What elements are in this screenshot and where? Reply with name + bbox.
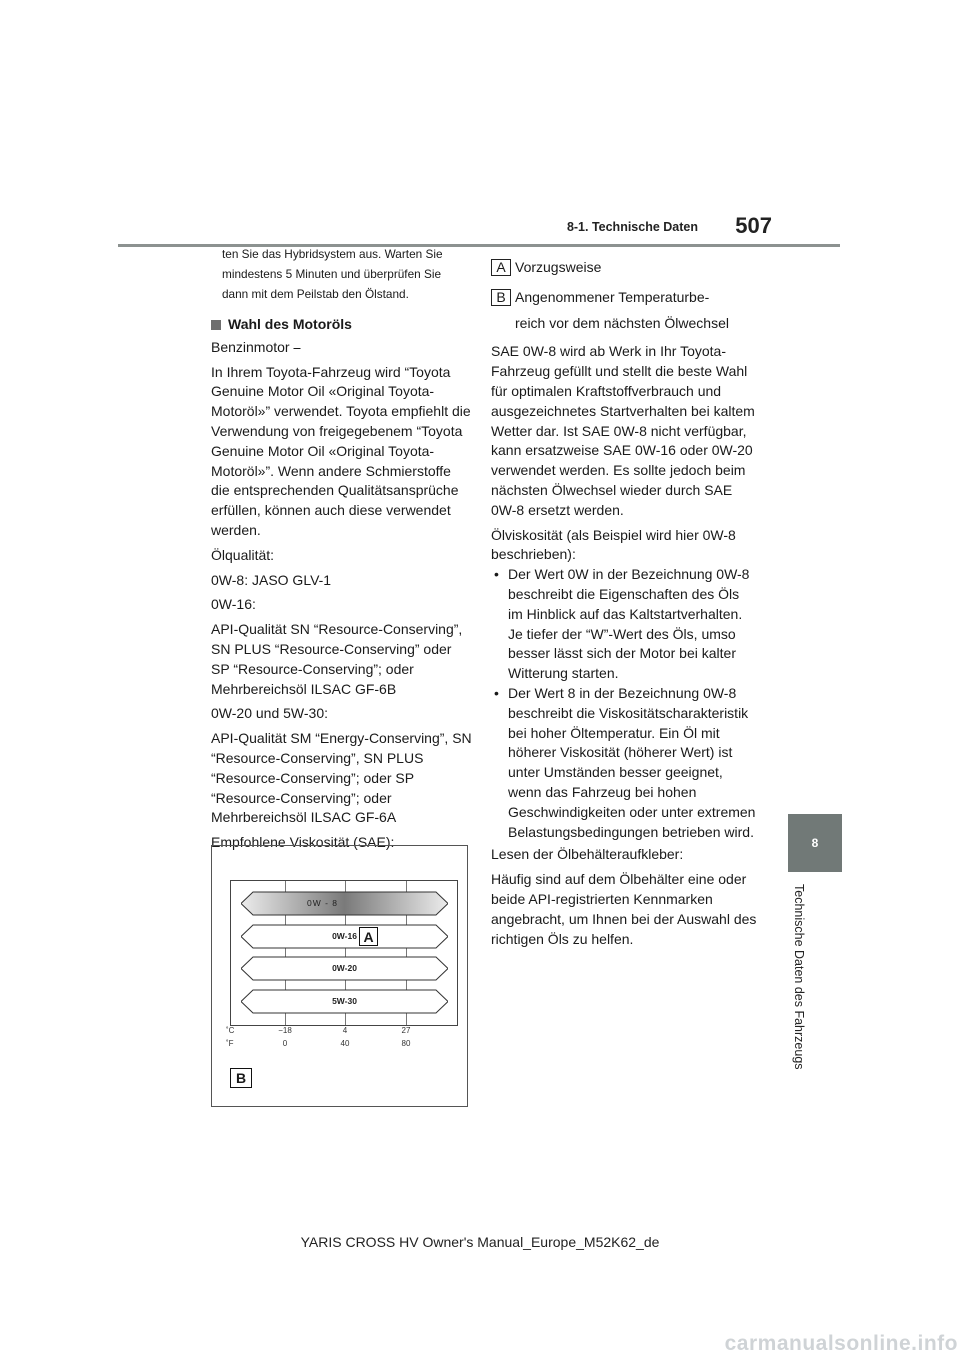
note-line: dann mit dem Peilstab den Ölstand. — [222, 287, 409, 301]
band-0w20 — [241, 956, 448, 981]
celsius-tick: 4 — [342, 1026, 348, 1035]
band-label: 0W - 8 — [307, 898, 339, 908]
paragraph-label-reading: Lesen der Ölbehälteraufkleber: — [491, 846, 684, 863]
page-number: 507 — [735, 213, 772, 238]
chapter-tab[interactable] — [788, 814, 842, 872]
celsius-tick: 27 — [401, 1026, 411, 1035]
unit-fahrenheit: ˚F — [226, 1039, 234, 1048]
band-0w8 — [241, 891, 448, 916]
watermark: carmanualsonline.info — [724, 1332, 958, 1355]
legend-a-box: A — [491, 259, 511, 276]
bullet-dot-icon: • — [494, 566, 499, 583]
left-column — [211, 244, 473, 853]
oil-check-note — [211, 244, 473, 304]
paragraph-engine: Benzinmotor ⎯ — [211, 338, 301, 355]
section-title: 8-1. Technische Daten — [566, 220, 698, 234]
fahrenheit-tick: 0 — [282, 1039, 288, 1048]
paragraph-toyota-oil: In Ihrem Toyota-Fahrzeug wird “Toyota Genuine Motor Oil «Original Toyota-Motoröl»” verwendet. Toyota empfiehlt die Verwendung von freigegebenem “Toyota Genuine Motor Oil «Original Toyota-Motoröl»”. Wenn andere Schmierstoffe die entsprechenden Qualitätsansprüche erfüllen, können auch diese verwendet werden. — [211, 363, 471, 538]
heading-text: Wahl des Motoröls — [228, 316, 352, 332]
legend-b-text: Angenommener Temperaturbe- — [515, 288, 710, 305]
paragraph-api-marks: Häufig sind auf dem Ölbehälter eine oder beide API-registrierten Kennmarken angebracht, um Ihnen bei der Auswahl des richtigen Öls zu helfen. — [491, 871, 757, 947]
band-label: 0W-20 — [332, 963, 357, 973]
fahrenheit-tick: 80 — [401, 1039, 411, 1048]
legend-b-box: B — [491, 289, 511, 306]
viscosity-chart — [230, 880, 458, 1026]
chapter-number: 8 — [811, 836, 819, 850]
bullet-dot-icon: • — [494, 684, 499, 701]
fahrenheit-tick: 40 — [340, 1039, 350, 1048]
bullet-text: Der Wert 8 in der Bezeichnung 0W-8 beschreibt die Viskositätscharakteristik bei hoher Öltemperatur. Ein Öl mit höherer Viskosität (höherer Wert) ist unter Umständen besser geeignet, wenn das Fahrzeug bei hohen Geschwindigkeiten oder unter extremen Belastungsbedingungen betrieben wird. — [508, 684, 756, 840]
bullet-text: Der Wert 0W in der Bezeichnung 0W-8 beschreibt die Eigenschaften des Öls im Hinblick auf das Kaltstartverhalten. Je tiefer der “W”-Wert des Öls, umso besser lässt sich der Motor bei kalter Witterung starten. — [508, 566, 750, 682]
paragraph-viscosity: Empfohlene Viskosität (SAE): — [211, 834, 395, 851]
callout-a: A — [359, 927, 378, 946]
legend-b — [491, 288, 757, 308]
band-label: 0W-16 — [332, 931, 357, 941]
celsius-tick: −18 — [278, 1026, 292, 1035]
note-line: mindestens 5 Minuten und überprüfen Sie — [222, 267, 442, 281]
square-bullet-icon — [211, 320, 221, 330]
bullet-item — [491, 565, 757, 684]
unit-celsius: ˚C — [226, 1026, 235, 1035]
paragraph-0w16-spec: API-Qualität SN “Resource-Conserving”, SN PLUS “Resource-Conserving” oder SP “Resource-Conserving”; oder Mehrbereichsöl ILSAC GF-6B — [211, 621, 463, 697]
paragraph-0w8: 0W-8: JASO GLV-1 — [211, 571, 332, 588]
paragraph-factory-fill: SAE 0W-8 wird ab Werk in Ihr Toyota-Fahrzeug gefüllt und stellt die beste Wahl für optimalen Kraftstoffverbrauch und ausgezeichnetes Startverhalten bei kaltem Wetter dar. Ist SAE 0W-8 nicht verfügbar, kann ersatzweise SAE 0W-16 oder 0W-20 verwendet werden. Es sollte jedoch beim nächsten Ölwechsel wieder durch SAE 0W-8 ersetzt werden. — [491, 343, 755, 518]
note-line: ten Sie das Hybridsystem aus. Warten Sie — [222, 247, 443, 261]
band-5w30 — [241, 989, 448, 1014]
paragraph-oil-quality: Ölqualität: — [211, 546, 275, 563]
band-0w16 — [241, 924, 448, 949]
legend-a — [491, 258, 757, 278]
paragraph-0w20-spec: API-Qualität SM “Energy-Conserving”, SN “Resource-Conserving”, SN PLUS “Resource-Conserving”; oder SP “Resource-Conserving”; oder Mehrbereichsöl ILSAC GF-6A — [211, 730, 472, 826]
legend-a-text: Vorzugsweise — [515, 259, 602, 275]
footer-manual-title: YARIS CROSS HV Owner's Manual_Europe_M52K62_de — [300, 1234, 660, 1250]
chapter-label: Technische Daten des Fahrzeugs — [792, 884, 806, 1070]
legend-b-continued: reich vor dem nächsten Ölwechsel — [515, 314, 729, 331]
paragraph-0w20-5w30: 0W-20 und 5W-30: — [211, 705, 328, 722]
paragraph-0w16: 0W-16: — [211, 596, 256, 613]
bullet-item — [491, 684, 757, 842]
paragraph-viscosity-intro: Ölviskosität (als Beispiel wird hier 0W-8 beschrieben): — [491, 526, 736, 563]
callout-b: B — [230, 1068, 252, 1088]
oil-selection-heading — [211, 315, 473, 335]
viscosity-figure — [211, 845, 468, 1107]
band-label: 5W-30 — [332, 996, 357, 1006]
right-column — [491, 258, 757, 949]
